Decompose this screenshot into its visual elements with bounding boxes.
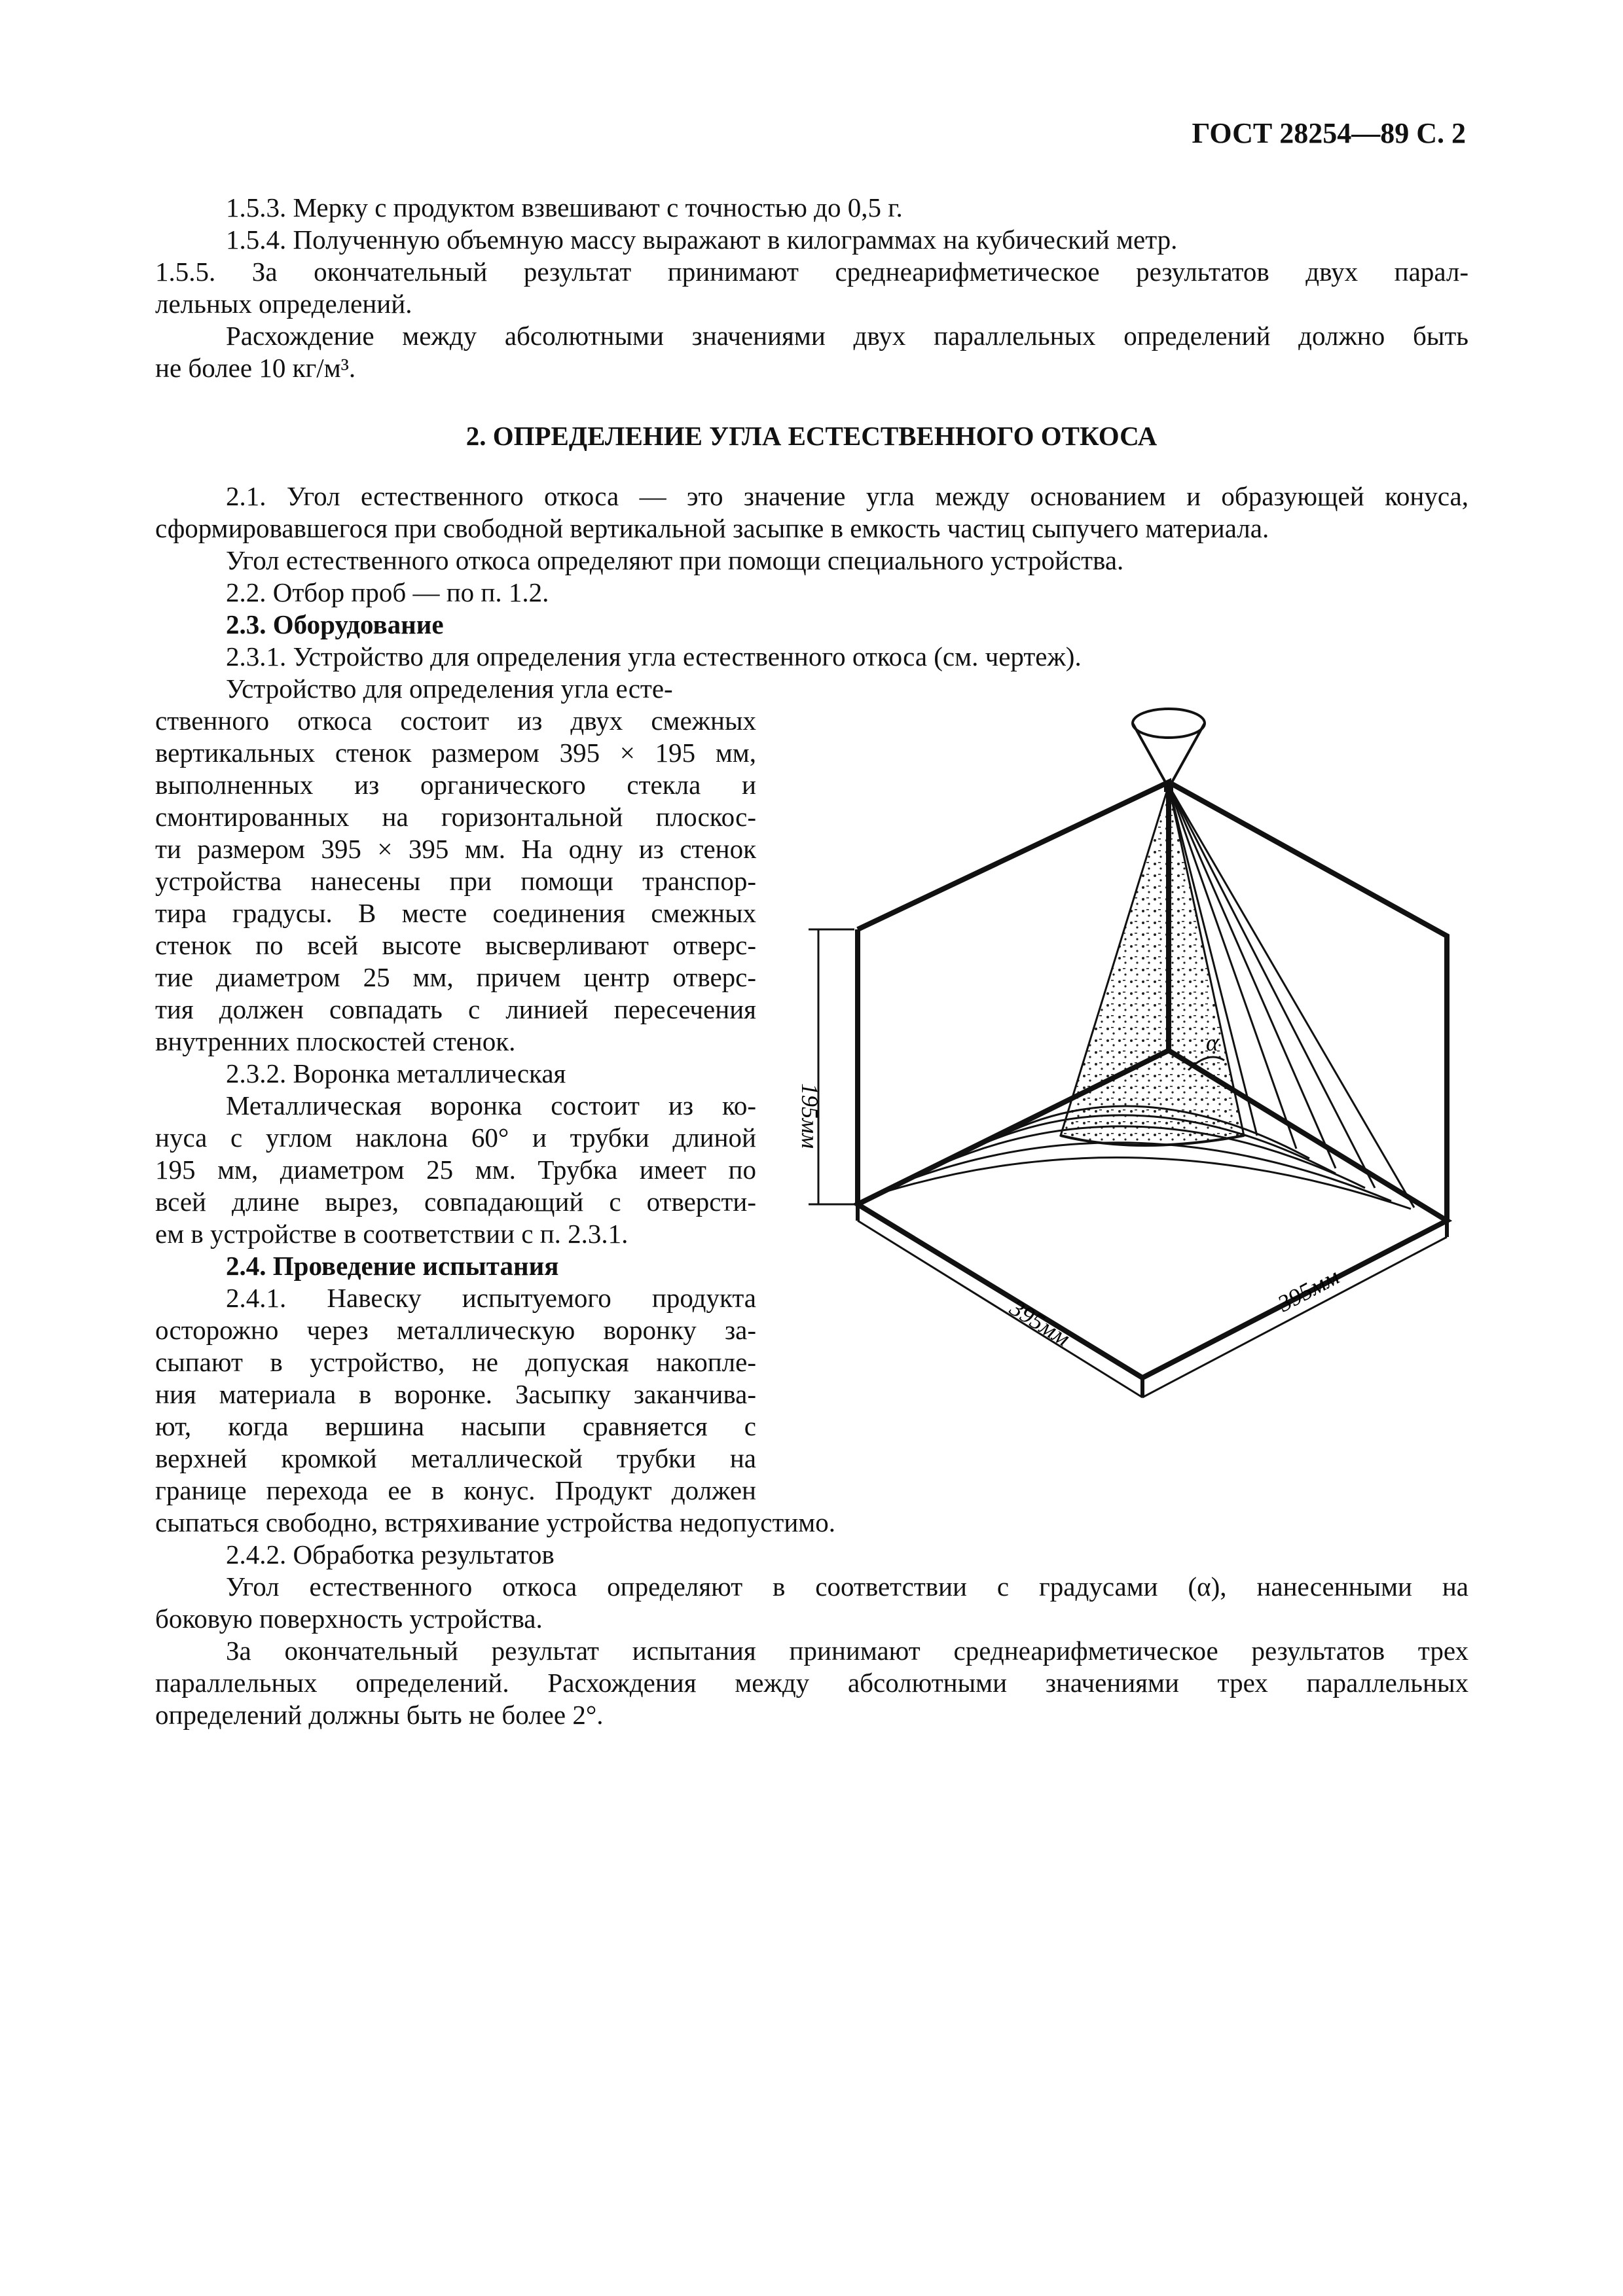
device-drawing-svg (799, 684, 1473, 1456)
paragraph-2-1-line1: 2.1. Угол естественного откоса — это значение угла между основанием и образующей конуса, (226, 481, 1468, 511)
device-desc-line: стенок по всей высоте высверливают отверс- (155, 930, 756, 960)
right-dimension-label: 395мм (1273, 1263, 1344, 1318)
funnel-cone (1133, 723, 1205, 782)
device-desc-line: устройства нанесены при помощи транспор- (155, 866, 756, 896)
funnel-top (1133, 709, 1205, 738)
device-desc-line: ственного откоса состоит из двух смежных (155, 706, 756, 736)
paragraph-final-line2: параллельных определений. Расхождения между абсолютными значениями трех параллельных (155, 1668, 1468, 1698)
paragraph-2-1b: Угол естественного откоса определяют при помощи специального устройства. (226, 545, 1124, 575)
device-desc-line: смонтированных на горизонтальной плоскос- (155, 802, 756, 832)
paragraph-1-5-4: 1.5.4. Полученную объемную массу выражают в килограммах на кубический метр. (226, 224, 1178, 255)
paragraph-result-line2: боковую поверхность устройства. (155, 1604, 543, 1634)
funnel-desc-line: 195 мм, диаметром 25 мм. Трубка имеет по (155, 1155, 756, 1185)
height-dimension-label: 195мм (799, 1083, 823, 1149)
device-desc-line: ти размером 395 × 395 мм. На одну из стенок (155, 834, 756, 864)
test-desc-line: ют, когда вершина насыпи сравняется с (155, 1411, 756, 1441)
paragraph-difference-line2: не более 10 кг/м³. (155, 353, 356, 383)
paragraph-difference-line1: Расхождение между абсолютными значениями двух параллельных определений должно быть (226, 321, 1468, 351)
angle-label: α (1206, 1030, 1218, 1056)
paragraph-2-3-2: 2.3.2. Воронка металлическая (226, 1058, 566, 1088)
document-header: ГОСТ 28254—89 С. 2 (1192, 117, 1466, 149)
device-desc-line: Устройство для определения угла есте- (226, 673, 673, 704)
device-desc-line: вертикальных стенок размером 395 × 195 мм, (155, 738, 756, 768)
device-desc-line: тира градусы. В месте соединения смежных (155, 898, 756, 928)
paragraph-2-4-2: 2.4.2. Обработка результатов (226, 1539, 555, 1570)
test-desc-line: осторожно через металлическую воронку за- (155, 1315, 756, 1345)
test-desc-line: ния материала в воронке. Засыпку заканчива- (155, 1379, 756, 1409)
device-desc-line: внутренних плоскостей стенок. (155, 1026, 516, 1056)
paragraph-2-4-heading: 2.4. Проведение испытания (226, 1251, 559, 1281)
paragraph-2-3-heading: 2.3. Оборудование (226, 609, 444, 639)
device-desc-line: выполненных из органического стекла и (155, 770, 756, 800)
funnel-desc-line: нуса с углом наклона 60° и трубки длиной (155, 1122, 756, 1153)
funnel-desc-line: всей длине вырез, совпадающий с отверсти- (155, 1187, 756, 1217)
paragraph-2-3-1: 2.3.1. Устройство для определения угла естественного откоса (см. чертеж). (226, 641, 1082, 672)
test-desc-line: границе перехода ее в конус. Продукт должен (155, 1475, 756, 1505)
test-desc-last-line: сыпаться свободно, встряхивание устройства недопустимо. (155, 1507, 835, 1537)
test-desc-line: сыпают в устройство, не допуская накопле- (155, 1347, 756, 1377)
paragraph-1-5-5-line1: 1.5.5. За окончательный результат принимают среднеарифметическое результатов двух парал- (155, 257, 1468, 287)
device-desc-line: тия должен совпадать с линией пересечения (155, 994, 756, 1024)
funnel-desc-line: ем в устройстве в соответствии с п. 2.3.1. (155, 1219, 629, 1249)
paragraph-1-5-3: 1.5.3. Мерку с продуктом взвешивают с точностью до 0,5 г. (226, 192, 903, 223)
paragraph-2-2: 2.2. Отбор проб — по п. 1.2. (226, 577, 549, 607)
paragraph-result-line1: Угол естественного откоса определяют в соответствии с градусами (α), нанесенными на (226, 1571, 1468, 1602)
section-2-title: 2. ОПРЕДЕЛЕНИЕ УГЛА ЕСТЕСТВЕННОГО ОТКОСА (465, 421, 1158, 451)
paragraph-2-1-line2: сформировавшегося при свободной вертикальной засыпке в емкость частиц сыпучего материала. (155, 513, 1269, 543)
test-desc-line: верхней кромкой металлической трубки на (155, 1443, 756, 1473)
device-drawing (799, 684, 1473, 1456)
paragraph-final-line3: определений должны быть не более 2°. (155, 1700, 604, 1730)
paragraph-final-line1: За окончательный результат испытания принимают среднеарифметическое результатов трех (226, 1636, 1468, 1666)
funnel-desc-line: Металлическая воронка состоит из ко- (226, 1090, 756, 1121)
left-dimension-label: 395мм (1005, 1294, 1075, 1352)
test-desc-line: 2.4.1. Навеску испытуемого продукта (226, 1283, 756, 1313)
device-desc-line: тие диаметром 25 мм, причем центр отверс- (155, 962, 756, 992)
paragraph-1-5-5-line2: лельных определений. (155, 289, 412, 319)
